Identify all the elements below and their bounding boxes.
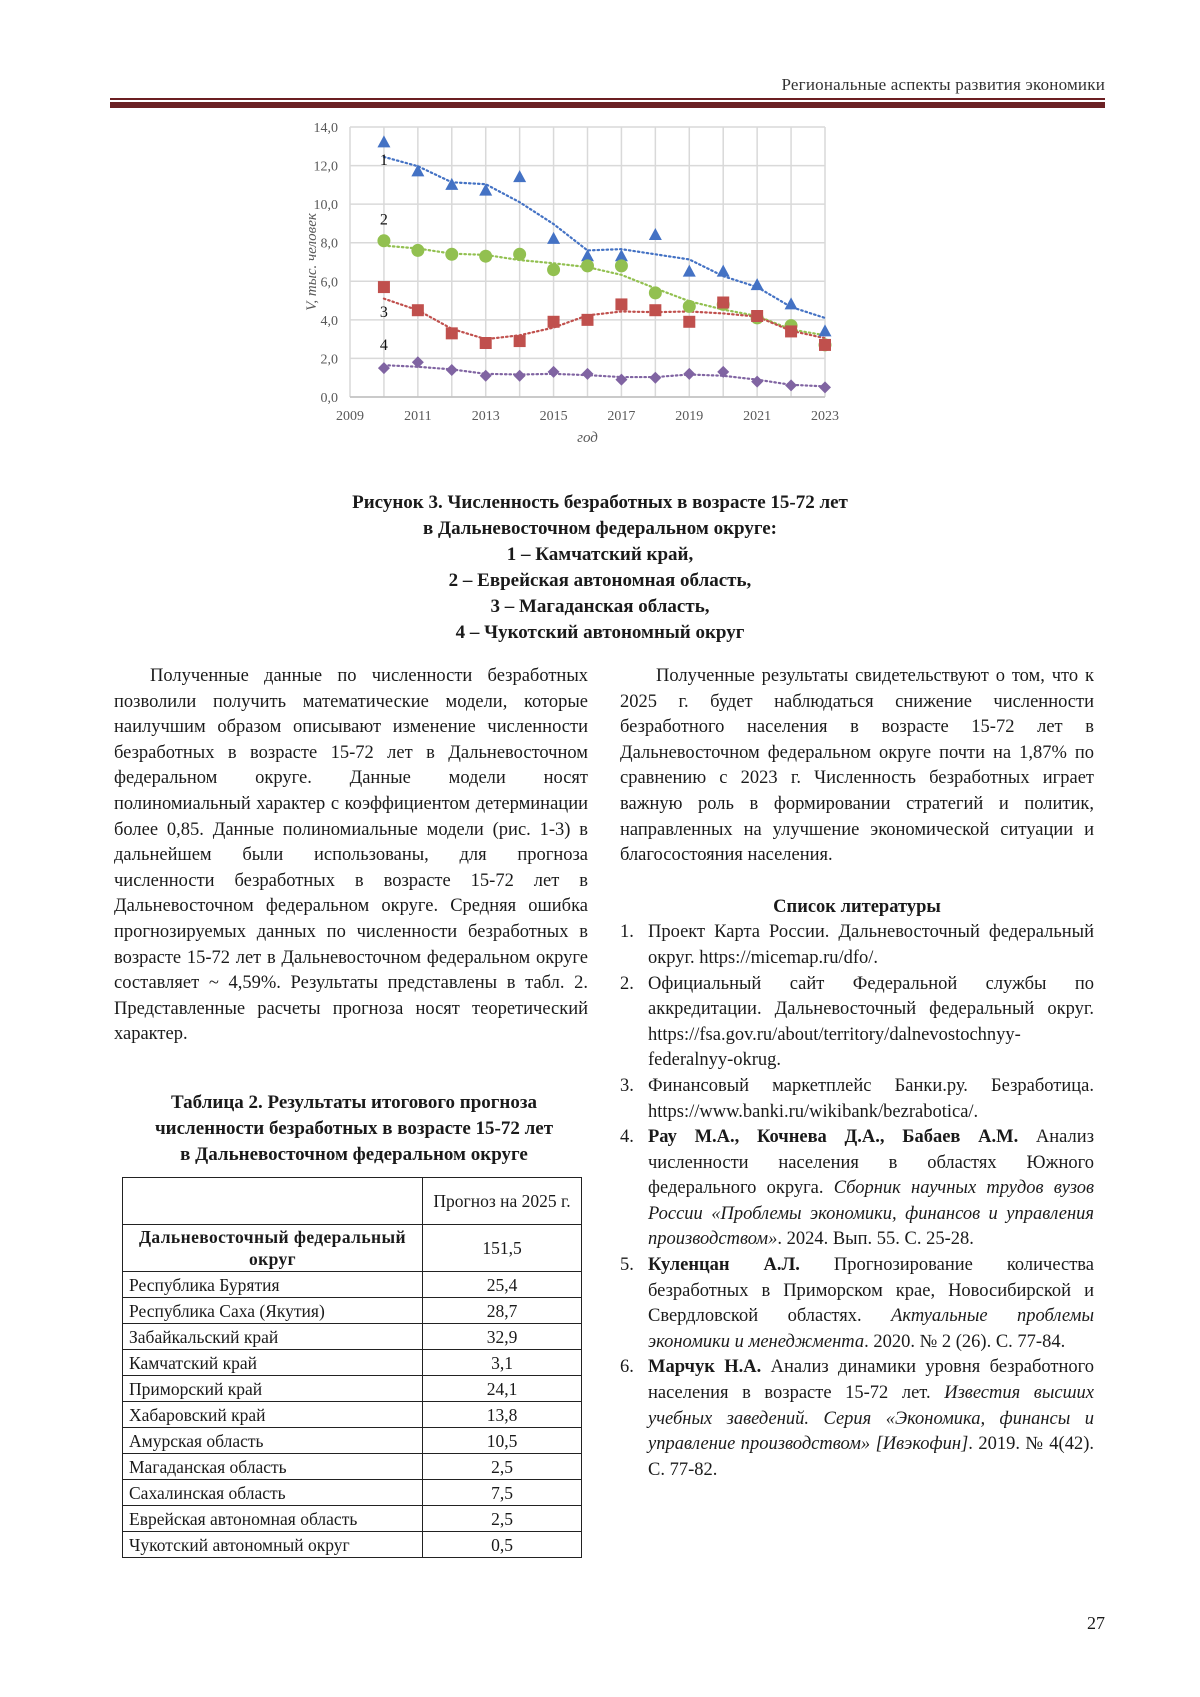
diamond-marker [683, 368, 695, 380]
reference-item [620, 1355, 1094, 1483]
reference-text [648, 1253, 1094, 1355]
x-tick-label: 2021 [743, 409, 772, 424]
circle-marker [683, 300, 696, 313]
empty-header-cell [123, 1178, 423, 1225]
square-marker [615, 298, 627, 310]
caption-line: в Дальневосточном федеральном округе: [423, 518, 777, 539]
caption-line: 2 – Еврейская автономная область, [448, 570, 752, 591]
y-tick-label: 6,0 [320, 275, 338, 291]
column-header: Прогноз на 2025 г. [423, 1178, 582, 1225]
x-tick-label: 2013 [471, 409, 500, 424]
region-cell: Сахалинская область [123, 1480, 423, 1506]
circle-marker [581, 259, 594, 272]
reference-title: Анализ динамики уровня безработного населения в возрасте 15-72 лет. [648, 1357, 1094, 1404]
square-marker [717, 297, 729, 309]
y-tick-label: 2,0 [320, 352, 338, 368]
reference-text [648, 1125, 1094, 1253]
region-cell: Камчатский край [123, 1350, 423, 1376]
caption-line: 3 – Магаданская область, [490, 596, 710, 617]
series-annotation: 1 [379, 151, 388, 169]
diamond-marker [480, 370, 492, 382]
square-marker [649, 304, 661, 316]
table-total-row [123, 1225, 582, 1272]
y-axis-label: V, тыс. человек [304, 213, 320, 311]
circle-marker [411, 244, 424, 257]
x-tick-label: 2023 [811, 409, 839, 424]
circle-marker [513, 248, 526, 261]
value-cell: 0,5 [423, 1532, 582, 1558]
triangle-marker [717, 265, 730, 277]
reference-item [620, 1074, 1094, 1125]
figure-chart [300, 120, 900, 490]
table-row [123, 1298, 582, 1324]
reference-number: 2. [620, 973, 634, 994]
value-cell: 7,5 [423, 1480, 582, 1506]
reference-text [648, 972, 1094, 1074]
reference-title: Проект Карта России. Дальневосточный федеральный округ. https://micemap.ru/dfo/. [648, 922, 1094, 968]
value-cell: 10,5 [423, 1428, 582, 1454]
square-marker [819, 339, 831, 351]
reference-authors: Рау М.А., Кочнева Д.А., Бабаев А.М. [648, 1127, 1019, 1148]
circle-marker [547, 263, 560, 276]
table-row [123, 1454, 582, 1480]
series-annotation: 2 [379, 211, 388, 229]
triangle-marker [819, 324, 832, 336]
forecast-table [122, 1177, 582, 1558]
square-marker [412, 304, 424, 316]
series-annotation: 3 [379, 304, 388, 322]
caption-line: Рисунок 3. Численность безработных в возрасте 15-72 лет [352, 492, 848, 513]
region-cell: Магаданская область [123, 1454, 423, 1480]
reference-number: 5. [620, 1255, 634, 1276]
value-cell: 3,1 [423, 1350, 582, 1376]
value-cell: 25,4 [423, 1272, 582, 1298]
table-row [123, 1532, 582, 1558]
diamond-marker [819, 381, 831, 393]
circle-marker [615, 259, 628, 272]
table-header-row [123, 1178, 582, 1225]
region-cell: Республика Бурятия [123, 1272, 423, 1298]
references-title: Список литературы [773, 896, 941, 917]
reference-text [648, 920, 1094, 971]
reference-number: 1. [620, 922, 634, 943]
y-tick-label: 10,0 [313, 198, 338, 214]
header-rule-thin [110, 98, 1105, 100]
page-number: 27 [1087, 1613, 1105, 1633]
table-row [123, 1376, 582, 1402]
x-tick-label: 2011 [404, 409, 432, 424]
y-tick-label: 0,0 [320, 391, 338, 406]
triangle-marker [751, 278, 764, 290]
triangle-marker [377, 135, 390, 147]
scatter-chart [300, 120, 900, 490]
reference-item [620, 972, 1094, 1074]
reference-source: Сборник научных трудов вузов России «Проблемы экономики, финансов и управления производством» [648, 1178, 1094, 1250]
y-tick-label: 4,0 [320, 313, 338, 329]
x-tick-label: 2019 [675, 409, 704, 424]
left-column [114, 664, 588, 1048]
reference-text [648, 1355, 1094, 1483]
region-cell: Забайкальский край [123, 1324, 423, 1350]
caption-line: 1 – Камчатский край, [506, 544, 694, 565]
reference-item [620, 1125, 1094, 1253]
diamond-marker [446, 364, 458, 376]
table-row [123, 1402, 582, 1428]
body-paragraph: Полученные результаты свидетельствуют о том, что к 2025 г. будет наблюдаться снижение численности безработного населения в возрасте 15-72 лет в Дальневосточном федеральном округе почти на 1,87% по сравнению с 2023 г. Численность безработных играет важную роль в формировании стратегий и политик, направленных на улучшение экономической ситуации и благосостояния населения. [620, 666, 1094, 866]
square-marker [683, 316, 695, 328]
body-paragraph: Полученные данные по численности безработных позволили получить математические модели, которые наилучшим образом описывают изменение численности безработных в возрасте 15-72 лет в Дальневосточном федеральном округе. Данные модели носят полиномиальный характер с коэффициентом детерминации более 0,85. Данные полиномиальные модели (рис. 1-3) в дальнейшем были использованы, для прогноза численности безработных в возрасте 15-72 лет в Дальневосточном федеральном округе. Средняя ошибка прогнозируемых данных по численности безработных в возрасте 15-72 лет в Дальневосточном федеральном округе составляет ~ 4,59%. Результаты представлены в табл. 2. Представленные расчеты прогноза носят теоретический характер. [114, 666, 588, 1045]
reference-number: 3. [620, 1075, 634, 1096]
reference-title: Официальный сайт Федеральной службы по аккредитации. Дальневосточный федеральный округ. https://fsa.gov.ru/about/territory/dalnevostochnyy-federalnyy-okrug. [648, 973, 1094, 1071]
table-row [123, 1506, 582, 1532]
triangle-marker [479, 184, 492, 196]
square-marker [751, 310, 763, 322]
table-title-line: численности безработных в возрасте 15-72 лет [154, 1118, 554, 1139]
square-marker [785, 325, 797, 337]
right-column [620, 664, 1094, 1483]
diamond-marker [582, 368, 594, 380]
reference-number: 4. [620, 1127, 634, 1148]
region-cell: Чукотский автономный округ [123, 1532, 423, 1558]
x-tick-label: 2015 [539, 409, 568, 424]
triangle-marker [683, 265, 696, 277]
value-cell: 2,5 [423, 1454, 582, 1480]
triangle-marker [513, 170, 526, 182]
square-marker [446, 327, 458, 339]
caption-line: 4 – Чукотский автономный округ [455, 622, 745, 643]
reference-source: Известия высших учебных заведений. Серия «Экономика, финансы и управление производством» [Ивэкофин] [648, 1383, 1094, 1455]
y-tick-label: 8,0 [320, 236, 338, 252]
references-list [620, 920, 1094, 1483]
reference-source: Актуальные проблемы экономики и менеджмента [648, 1306, 1094, 1352]
region-cell: Приморский край [123, 1376, 423, 1402]
region-cell: Хабаровский край [123, 1402, 423, 1428]
table-row [123, 1324, 582, 1350]
reference-authors: Куленцан А.Л. [648, 1255, 800, 1276]
diamond-marker [548, 366, 560, 378]
x-axis-label: год [577, 430, 598, 446]
square-marker [548, 316, 560, 328]
region-cell: Еврейская автономная область [123, 1506, 423, 1532]
x-tick-label: 2017 [607, 409, 636, 424]
running-title: Региональные аспекты развития экономики [781, 75, 1105, 94]
triangle-marker [547, 232, 560, 244]
reference-details: . 2024. Вып. 55. С. 25-28. [777, 1229, 974, 1250]
circle-marker [377, 234, 390, 247]
value-cell: 28,7 [423, 1298, 582, 1324]
diamond-marker [785, 379, 797, 391]
table-row [123, 1480, 582, 1506]
region-cell: Амурская область [123, 1428, 423, 1454]
series-annotation: 4 [379, 336, 388, 354]
circle-marker [649, 286, 662, 299]
table-title-line: Таблица 2. Результаты итогового прогноза [170, 1092, 538, 1113]
triangle-marker [649, 228, 662, 240]
region-cell: Республика Саха (Якутия) [123, 1298, 423, 1324]
square-marker [514, 335, 526, 347]
reference-number: 6. [620, 1357, 634, 1378]
y-tick-label: 14,0 [313, 121, 338, 136]
diamond-marker [649, 372, 661, 384]
square-marker [378, 281, 390, 293]
reference-details: . 2019. № 4(42). С. 77-82. [648, 1434, 1094, 1480]
circle-marker [445, 248, 458, 261]
diamond-marker [615, 374, 627, 386]
square-marker [480, 337, 492, 349]
value-cell: 2,5 [423, 1506, 582, 1532]
diamond-marker [378, 362, 390, 374]
value-cell: 24,1 [423, 1376, 582, 1402]
x-tick-label: 2009 [336, 409, 364, 424]
square-marker [582, 314, 594, 326]
reference-item [620, 920, 1094, 971]
circle-marker [479, 250, 492, 263]
value-cell: 13,8 [423, 1402, 582, 1428]
value-cell: 32,9 [423, 1324, 582, 1350]
reference-details: . 2020. № 2 (26). С. 77-84. [864, 1331, 1066, 1352]
diamond-marker [514, 370, 526, 382]
reference-title: Финансовый маркетплейс Банки.ру. Безработица. https://www.banki.ru/wikibank/bezrabotica/. [648, 1075, 1094, 1122]
reference-authors: Марчук Н.А. [648, 1357, 762, 1378]
total-value: 151,5 [423, 1225, 582, 1272]
table-row [123, 1428, 582, 1454]
reference-item [620, 1253, 1094, 1355]
reference-title: Прогнозирование количества безработных в Приморском крае, Новосибирской и Свердловской областях. [648, 1255, 1094, 1327]
figure-caption [200, 490, 1000, 646]
reference-text [648, 1074, 1094, 1125]
table-row [123, 1272, 582, 1298]
y-tick-label: 12,0 [313, 159, 338, 175]
total-region: Дальневосточный федеральный округ [123, 1225, 423, 1272]
header-rule-thick [110, 102, 1105, 108]
table-row [123, 1350, 582, 1376]
diamond-marker [751, 376, 763, 388]
reference-title: Анализ численности населения в областях Южного федерального округа. [648, 1127, 1094, 1199]
table-title-line: в Дальневосточном федеральном округе [180, 1144, 528, 1165]
table-title [114, 1090, 594, 1168]
